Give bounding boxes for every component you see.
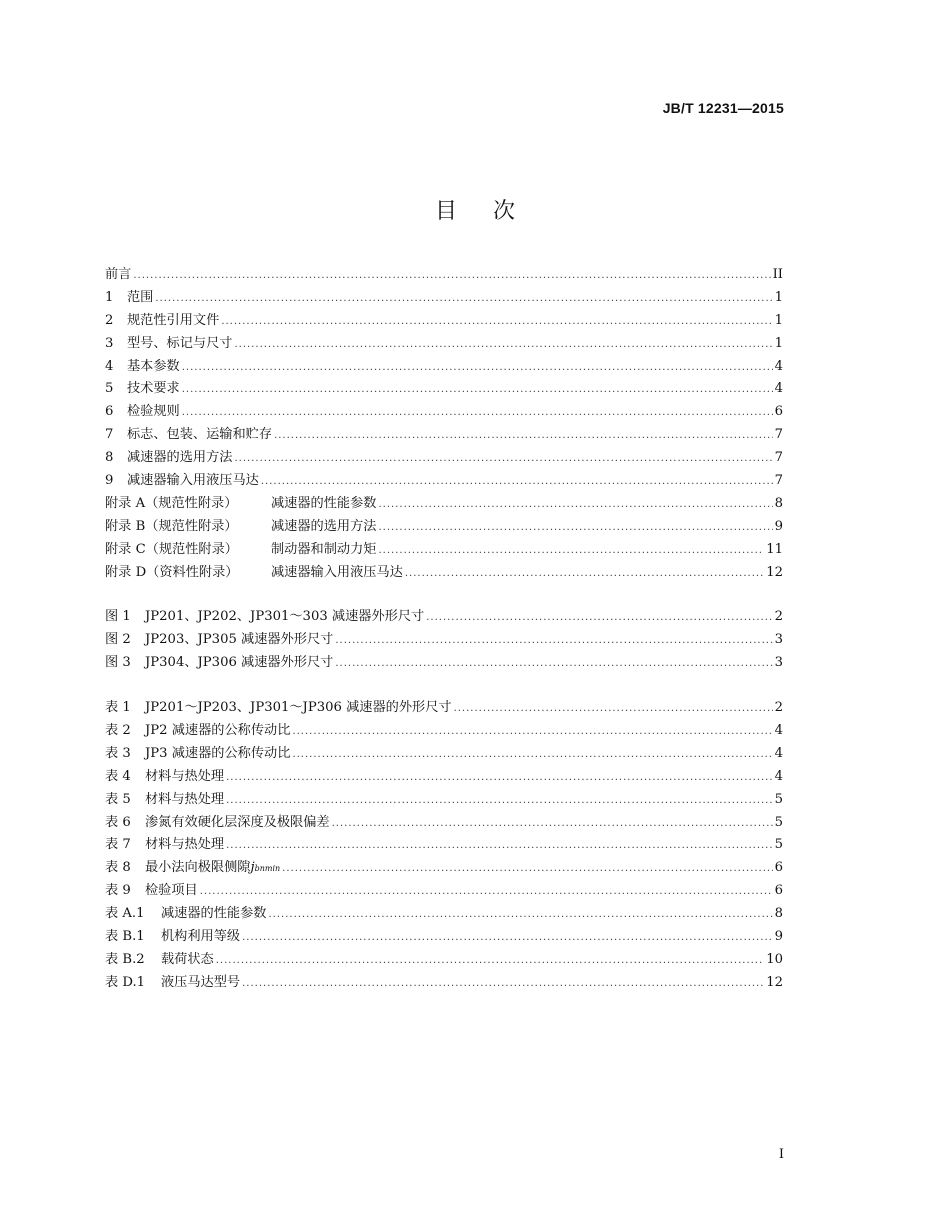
- toc-entry-page: 9: [774, 518, 783, 534]
- toc-entry-number: 附录 D（资料性附录）: [105, 564, 239, 580]
- toc-entry-number: 图 3: [105, 655, 131, 671]
- toc-dot-leader: [200, 881, 773, 904]
- toc-entry-label: 减速器的选用方法: [127, 450, 233, 466]
- toc-entry-label: 液压马达型号: [161, 974, 241, 990]
- toc-entry-label: JP304、JP306 减速器外形尺寸: [145, 655, 334, 671]
- toc-entry-number: 6: [105, 404, 114, 420]
- toc-entry-number: 表 B.1: [105, 929, 145, 945]
- toc-entry-number: 表 2: [105, 723, 131, 739]
- toc-dot-leader: [226, 767, 772, 790]
- toc-entry-number: 表 4: [105, 768, 131, 784]
- toc-entry-clause-3[interactable]: [105, 333, 783, 356]
- toc-entry-label: 材料与热处理: [145, 791, 225, 807]
- toc-dot-leader: [235, 334, 773, 357]
- toc-entry-clause-6[interactable]: [105, 401, 783, 424]
- toc-dot-leader: [182, 402, 773, 425]
- toc-dot-leader: [454, 698, 773, 721]
- toc-entry-page: 1: [774, 289, 783, 305]
- toc-entry-table-b1[interactable]: [105, 926, 783, 949]
- toc-entry-number: 4: [105, 358, 114, 374]
- toc-entry-page: 4: [774, 381, 783, 397]
- toc-entry-number: 图 1: [105, 609, 131, 625]
- toc-entry-number: 9: [105, 473, 114, 489]
- toc-entry-label: 减速器的性能参数: [271, 495, 377, 511]
- toc-dot-leader: [292, 721, 772, 744]
- toc-entry-label: 渗氮有效硬化层深度及极限偏差: [145, 814, 330, 830]
- toc-entry-annex-c[interactable]: [105, 539, 783, 562]
- toc-entry-number: 表 9: [105, 883, 131, 899]
- toc-entry-table-d1[interactable]: [105, 972, 783, 995]
- toc-entry-number: 5: [105, 381, 114, 397]
- toc-entry-page: 1: [774, 312, 783, 328]
- toc-entry-label: 型号、标记与尺寸: [127, 335, 233, 351]
- toc-dot-leader: [405, 563, 764, 586]
- toc-entry-page: 5: [774, 837, 783, 853]
- toc-entry-number: 图 2: [105, 632, 131, 648]
- toc-entry-page: 12: [766, 564, 783, 580]
- toc-dot-leader: [133, 265, 770, 288]
- toc-entry-figure-2[interactable]: [105, 629, 783, 652]
- toc-entry-number: 表 D.1: [105, 974, 146, 990]
- toc-dot-leader: [282, 858, 772, 881]
- toc-entry-number: 表 7: [105, 837, 131, 853]
- toc-entry-table-5[interactable]: [105, 789, 783, 812]
- toc-dot-leader: [335, 653, 772, 676]
- toc-entry-clause-7[interactable]: [105, 424, 783, 447]
- toc-sections: [105, 264, 783, 584]
- toc-entry-annex-b[interactable]: [105, 516, 783, 539]
- toc-entry-number: 附录 C（规范性附录）: [105, 541, 238, 557]
- toc-dot-leader: [335, 630, 772, 653]
- toc-entry-page: 11: [766, 541, 783, 557]
- toc-entry-page: 9: [774, 929, 783, 945]
- toc-entry-label: 载荷状态: [161, 951, 214, 967]
- toc-entry-page: 12: [766, 974, 783, 990]
- toc-entry-number: 表 A.1: [105, 906, 145, 922]
- toc-entry-number: 7: [105, 427, 114, 443]
- page-title: 目次: [434, 199, 551, 224]
- toc-entry-number: 附录 B（规范性附录）: [105, 518, 238, 534]
- toc-dot-leader: [182, 379, 773, 402]
- toc-entry-page: 2: [774, 609, 783, 625]
- toc-entry-label: 规范性引用文件: [127, 312, 220, 328]
- toc-dot-leader: [226, 835, 772, 858]
- toc-dot-leader: [221, 311, 772, 334]
- toc-entry-clause-8[interactable]: [105, 447, 783, 470]
- toc-entry-page: 6: [774, 883, 783, 899]
- toc-dot-leader: [332, 813, 773, 836]
- toc-entry-number: 表 8: [105, 860, 131, 876]
- toc-entry-figure-3[interactable]: [105, 652, 783, 675]
- toc-entry-label: 标志、包装、运输和贮存: [127, 427, 273, 443]
- toc-entry-number: 表 1: [105, 700, 131, 716]
- toc-entry-number: 3: [105, 335, 114, 351]
- document-code: JB/T 12231—2015: [662, 100, 784, 116]
- toc-entry-label: 减速器的选用方法: [271, 518, 377, 534]
- toc-entry-page: 5: [774, 814, 783, 830]
- toc-entry-table-a1[interactable]: [105, 903, 783, 926]
- toc-entry-page: 4: [774, 745, 783, 761]
- toc-dot-leader: [155, 288, 772, 311]
- toc-dot-leader: [274, 425, 773, 448]
- toc-entry-number: 附录 A（规范性附录）: [105, 495, 238, 511]
- toc-entry-table-2[interactable]: [105, 720, 783, 743]
- toc-entry-page: 3: [774, 655, 783, 671]
- toc-entry-number: 表 3: [105, 745, 131, 761]
- toc-entry-table-1[interactable]: [105, 697, 783, 720]
- toc-dot-leader: [379, 517, 773, 540]
- toc-entry-page: 6: [774, 404, 783, 420]
- toc-entry-page: 6: [774, 860, 783, 876]
- toc-entry-clause-5[interactable]: [105, 378, 783, 401]
- page-number: I: [778, 1147, 784, 1162]
- toc-entry-page: 7: [774, 450, 783, 466]
- toc-entry-page: 10: [766, 951, 783, 967]
- toc-dot-leader: [242, 927, 772, 950]
- toc-entry-label: 检验项目: [145, 883, 198, 899]
- toc-entry-page: 1: [774, 335, 783, 351]
- toc-entry-label: 前言: [105, 267, 132, 282]
- toc-entry-label: 制动器和制动力矩: [271, 541, 377, 557]
- toc-entry-page: 8: [774, 495, 783, 511]
- toc-entry-number: 表 6: [105, 814, 131, 830]
- toc-entry-page: 4: [774, 358, 783, 374]
- toc-entry-table-7[interactable]: [105, 834, 783, 857]
- table-of-contents: [105, 264, 783, 995]
- toc-entry-annex-d[interactable]: [105, 562, 783, 585]
- toc-dot-leader: [235, 448, 773, 471]
- toc-tables: [105, 697, 783, 995]
- toc-entry-number: 2: [105, 312, 114, 328]
- toc-dot-leader: [226, 790, 772, 813]
- toc-entry-number: 8: [105, 450, 114, 466]
- toc-entry-page: 5: [774, 791, 783, 807]
- toc-entry-table-9[interactable]: [105, 880, 783, 903]
- backlash-symbol-subscript: bnmin: [254, 864, 281, 874]
- toc-entry-label: 机构利用等级: [161, 929, 241, 945]
- toc-entry-label: JP3 减速器的公称传动比: [145, 745, 291, 761]
- toc-entry-page: 8: [774, 906, 783, 922]
- toc-entry-label: 范围: [127, 289, 154, 305]
- toc-entry-page: 3: [774, 632, 783, 648]
- toc-dot-leader: [261, 471, 773, 494]
- toc-dot-leader: [216, 950, 764, 973]
- toc-entry-foreword[interactable]: [105, 264, 783, 287]
- toc-entry-label: 减速器的性能参数: [161, 906, 267, 922]
- toc-entry-annex-a[interactable]: [105, 493, 783, 516]
- toc-entry-label: 减速器输入用液压马达: [271, 564, 403, 580]
- toc-entry-label: 减速器输入用液压马达: [127, 473, 259, 489]
- toc-dot-leader: [426, 607, 772, 630]
- toc-entry-label: 材料与热处理: [145, 837, 225, 853]
- toc-entry-page: II: [772, 267, 783, 282]
- toc-entry-table-4[interactable]: [105, 766, 783, 789]
- toc-dot-leader: [379, 540, 765, 563]
- toc-entry-number: 1: [105, 289, 114, 305]
- toc-entry-figure-1[interactable]: [105, 606, 783, 629]
- toc-entry-label: JP201～JP203、JP301～JP306 减速器的外形尺寸: [145, 700, 452, 716]
- toc-entry-label-text: 最小法向极限侧隙: [145, 860, 251, 876]
- toc-dot-leader: [242, 973, 764, 996]
- toc-entry-table-b2[interactable]: [105, 949, 783, 972]
- toc-entry-page: 4: [774, 723, 783, 739]
- toc-entry-page: 7: [774, 427, 783, 443]
- toc-dot-leader: [379, 494, 773, 517]
- toc-entry-number: 表 B.2: [105, 951, 145, 967]
- toc-entry-clause-1[interactable]: [105, 287, 783, 310]
- toc-entry-page: 2: [774, 700, 783, 716]
- toc-entry-page: 7: [774, 473, 783, 489]
- toc-entry-number: 表 5: [105, 791, 131, 807]
- toc-dot-leader: [269, 904, 773, 927]
- backlash-symbol: j: [250, 860, 255, 876]
- toc-entry-label: 检验规则: [127, 404, 180, 420]
- toc-dot-leader: [292, 744, 772, 767]
- toc-entry-clause-4[interactable]: [105, 356, 783, 379]
- toc-entry-label: JP201、JP202、JP301～303 减速器外形尺寸: [145, 609, 425, 625]
- toc-entry-label: [145, 857, 280, 881]
- toc-entry-clause-2[interactable]: [105, 310, 783, 333]
- toc-entry-table-8[interactable]: [105, 857, 783, 880]
- toc-entry-label: 基本参数: [127, 358, 180, 374]
- toc-entry-label: 技术要求: [127, 381, 180, 397]
- toc-entry-page: 4: [774, 768, 783, 784]
- toc-entry-label: 材料与热处理: [145, 768, 225, 784]
- toc-entry-label: JP2 减速器的公称传动比: [145, 723, 291, 739]
- toc-entry-table-3[interactable]: [105, 743, 783, 766]
- toc-dot-leader: [182, 357, 773, 380]
- toc-figures: [105, 606, 783, 675]
- toc-entry-label: JP203、JP305 减速器外形尺寸: [145, 632, 334, 648]
- toc-entry-clause-9[interactable]: [105, 470, 783, 493]
- toc-entry-table-6[interactable]: [105, 812, 783, 835]
